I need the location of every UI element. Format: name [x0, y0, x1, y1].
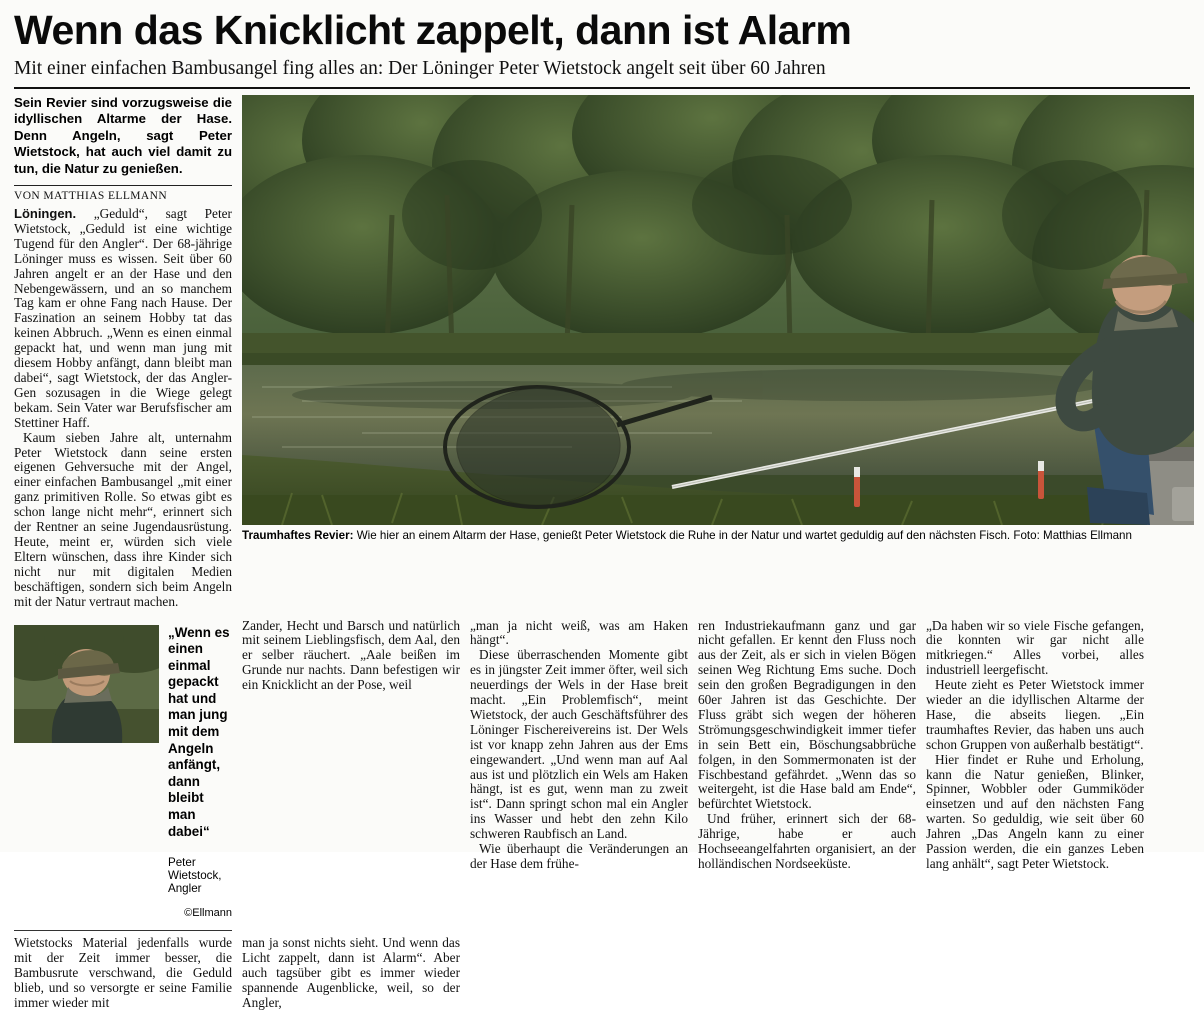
- paragraph: ren Industriekaufmann ganz und gar nicht gefallen. Er kennt den Fluss noch aus der Zeit, als er sich in vielen Bögen seinen Weg Richtung Ems suche. Doch sein den großen Begradigungen in den 60er Jahren ist das Geschichte. Der Fluss gräbt sich wegen der höheren Strömungsgeschwindigkeit immer tiefer in sein Bett ein, Böschungsabbrüche folgen, in den Sommermonaten ist der Fischbestand gefährdet. „Wenn das so weitergeht, ist die Hase bald am Ende“, befürchtet Wietstock.: [698, 617, 916, 812]
- paragraph: „man ja nicht weiß, was am Haken hängt“.: [470, 617, 688, 648]
- column-5-mid: [926, 619, 1144, 920]
- pull-quote: „Wenn es einen einmal gepackt hat und man jung mit dem Angeln anfängt, dann bleibt man dabei“: [168, 624, 230, 839]
- portrait-photo: [14, 625, 159, 743]
- article-photo: [242, 95, 1194, 525]
- column-2-bottom-text: [242, 936, 460, 1011]
- header-divider: [14, 87, 1190, 89]
- photo-credit: Foto: Matthias Ellmann: [1013, 529, 1132, 542]
- column-2-bottom: [242, 925, 460, 1011]
- column-1: [14, 95, 232, 610]
- column-1-mid: [14, 619, 232, 920]
- column-3-mid: [470, 619, 688, 920]
- caption-body: Wie hier an einem Altarm der Hase, genießt Peter Wietstock die Ruhe in der Natur und wartet geduldig auf den nächsten Fisch.: [353, 529, 1011, 542]
- caption-lead: Traumhaftes Revier:: [242, 529, 354, 542]
- column-3-text: [470, 619, 688, 872]
- bottom-zone: [14, 925, 1190, 1011]
- paragraph: Und früher, erinnert sich der 68-Jährige, habe er auch Hochseeangelfahrten organisiert, an der holländischen Nordseeküste.: [698, 811, 916, 871]
- quote-block: [14, 625, 232, 920]
- paragraph: Heute zieht es Peter Wietstock immer wieder an die idyllischen Altarme der Hase, die abseits liegen. „Ein traumhaftes Revier, das haben uns auch schon Gruppen von außerhalb bestätigt“.: [926, 677, 1144, 752]
- paragraph: man ja sonst nichts sieht. Und wenn das Licht zappelt, dann ist Alarm“. Aber auch tagsüber gibt es immer wieder spannende Augenblicke, weil, so der Angler,: [242, 935, 460, 1010]
- column-4-mid: [698, 619, 916, 920]
- pull-quote-credit: ©Ellmann: [184, 907, 232, 920]
- paragraph: Löningen. „Geduld“, sagt Peter Wietstock, „Geduld ist eine wichtige Tugend für den Angler“. Der 68-jährige Löninger muss es wissen. Seit über 60 Jahren angelt er an der Hase und den Nebengewässern, und an so manchem Tag kam er ohne Fang nach Hause. Der Faszination an seinem Hobby tat das keinen Abbruch. „Wenn es einen einmal gepackt hat, und wenn man jung mit diesem Hobby anfängt, dann bleibt man dabei“, sagt Wietstock, der das Angler-Gen sozusagen in die Wiege gelegt bekam. Sein Vater war Berufsfischer am Stettiner Haff.: [14, 206, 232, 430]
- page-title: Wenn das Knicklicht zappelt, dann ist Alarm: [14, 7, 852, 53]
- paragraph: Wie überhaupt die Veränderungen an der Hase dem frühe-: [470, 841, 688, 871]
- paragraph: Kaum sieben Jahre alt, unternahm Peter Wietstock dann seine ersten eigenen Gehversuche mit der Angel, einer einfachen Bambusangel „mit einer ganz primitiven Rolle. So etwas gibt es schon lange nicht mehr“, erinnert sich der Rentner an seine Jugendausrüstung. Heute, meint er, würden sich viele Eltern wünschen, dass ihre Kinder sich nicht nur mit digitalen Medien beschäftigen, sondern sich beim Angeln mit der Natur vertraut machen.: [14, 429, 232, 609]
- lead-paragraph: Sein Revier sind vorzugsweise die idyllischen Altarme der Hase. Denn Angeln, sagt Peter Wietstock, hat auch viel damit zu tun, die Natur zu genießen.: [14, 95, 232, 176]
- portrait-illustration: [14, 625, 159, 743]
- paragraph: Wietstocks Material jedenfalls wurde mit der Zeit immer besser, die Bambusrute verschwand, die Geduld blieb, und so versorgte er seine Familie immer wieder mit: [14, 935, 232, 1010]
- photo-zone: [242, 95, 1194, 610]
- byline-divider: [14, 185, 232, 186]
- photo-caption: [242, 529, 1132, 543]
- column-divider: [14, 930, 232, 931]
- top-zone: [14, 95, 1190, 610]
- mid-zone: [14, 619, 1190, 920]
- article-subhead: Mit einer einfachen Bambusangel fing alles an: Der Löninger Peter Wietstock angelt seit über 60 Jahren: [14, 58, 826, 79]
- column-2-mid: [242, 619, 460, 920]
- column-5-text: [926, 619, 1144, 872]
- column-4-text: [698, 619, 916, 872]
- byline: VON MATTHIAS ELLMANN: [14, 190, 168, 203]
- photo-illustration: [242, 95, 1194, 525]
- article-body: [0, 95, 1204, 1011]
- column-1-bottom-text: [14, 936, 232, 1011]
- column-2-text: [242, 619, 460, 694]
- column-1-text: [14, 207, 232, 609]
- column-1-bottom: [14, 925, 232, 1011]
- pull-quote-attribution: Peter Wietstock, Angler: [168, 856, 222, 896]
- paragraph: Zander, Hecht und Barsch und natürlich mit seinem Lieblingsfisch, dem Aal, den er selber räuchert. „Aale beißen im Grunde nur nachts. Dann befestigen wir ein Knicklicht an der Pose, weil: [242, 617, 460, 693]
- paragraph: „Da haben wir so viele Fische gefangen, die konnten wir gar nicht alle mitkriegen.“ Alles vorbei, alles industriell leergefischt.: [926, 617, 1144, 678]
- paragraph: Hier findet er Ruhe und Erholung, kann die Natur genießen, Blinker, Spinner, Wobbler oder Gummiköder einsetzen und auf den nächsten Fang warten. So geduldig, wie seit über 60 Jahren „Das Angeln kann zu einer Passion werden, die ein ganzes Leben lang anhält“, sagt Peter Wietstock.: [926, 751, 1144, 871]
- paragraph: Diese überraschenden Momente gibt es in jüngster Zeit immer öfter, weil sich neuerdings der Wels in der Hase breit macht. „Ein Problemfisch“, meint Wietstock, der auch Geschäftsführer des Löninger Fischereivereins ist. Der Wels ist vor knapp zehn Jahren aus der Ems eingewandert. „Und wenn man auf Aal aus ist und plötzlich ein Wels am Haken hängt, ist es gut, wenn man zu zweit ist“. Dann springt schon mal ein Angler ins Wasser und hebt den zehn Kilo schweren Raubfisch an Land.: [470, 647, 688, 842]
